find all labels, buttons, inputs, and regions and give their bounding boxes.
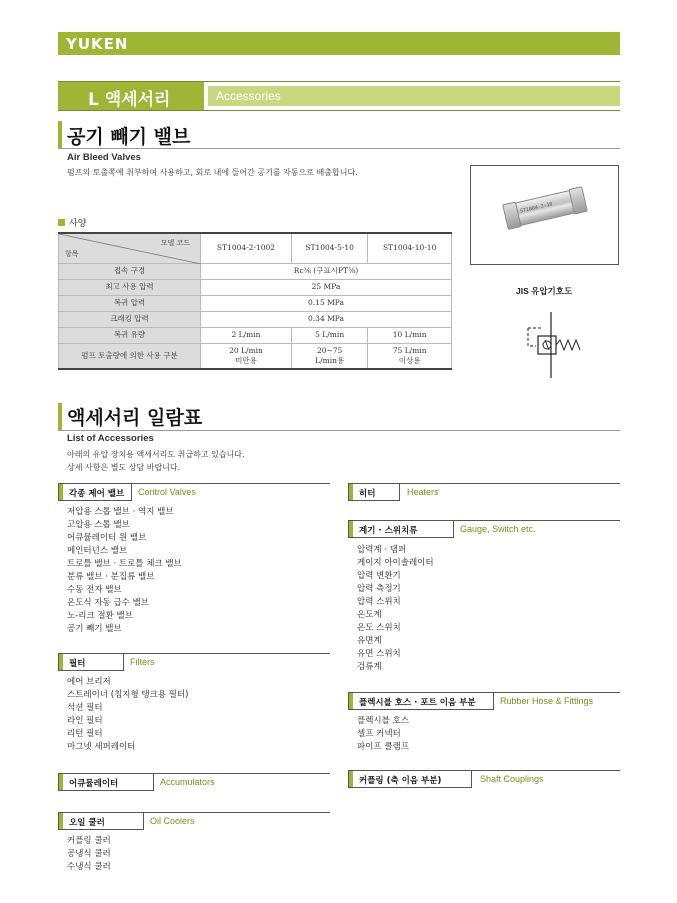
- jis-label: JIS 유압기호도: [516, 286, 573, 296]
- valve-hex-left: [502, 201, 521, 229]
- valve-marking: ST1004-2-10: [519, 201, 554, 215]
- gauge-switch-list: [357, 544, 434, 674]
- product-photo: [470, 165, 619, 265]
- spec-row: 최고 사용 압력 25 MPa: [59, 279, 452, 295]
- filters-list: [67, 676, 188, 754]
- list-item: 어큐뮬레이터 원 밸브: [67, 533, 147, 543]
- heading-underline: [58, 148, 620, 149]
- control-valves-list: [67, 506, 182, 636]
- spec-table: [58, 232, 452, 370]
- category-shaft-couplings: 커플링 (축 이음 부분) Shaft Couplings: [348, 770, 620, 788]
- spec-corner: 모델 코드 항목: [59, 233, 201, 263]
- list-item: 에어 브리저: [67, 677, 111, 687]
- list-item: 압력 스위치: [357, 597, 401, 607]
- rubber-hose-list: [357, 715, 409, 754]
- category-oil-coolers: 오일 쿨러 Oil Coolers: [58, 812, 330, 830]
- list-item: 공기 빼기 밸브: [67, 624, 122, 634]
- list-item: 분류 밸브 · 분집류 밸브: [67, 572, 155, 582]
- list-item: 온도식 자동 급수 밸브: [67, 598, 150, 608]
- list-item: 유면계: [357, 636, 382, 646]
- valve-hex-right: [568, 186, 587, 214]
- list-item: 메인터넌스 밸브: [67, 546, 128, 556]
- list-item: 라인 필터: [67, 716, 103, 726]
- jis-symbol-icon: [520, 310, 590, 380]
- list-item: 공냉식 쿨러: [67, 849, 111, 859]
- list-item: 셀프 커넥터: [357, 729, 401, 739]
- heading-underline: [58, 430, 620, 431]
- list-item: 압력계 · 댐퍼: [357, 545, 407, 555]
- valve-title: 공기 빼기 밸브: [67, 126, 191, 148]
- list-item: 온도계: [357, 610, 382, 620]
- category-heaters: 히터 Heaters: [348, 483, 620, 501]
- heading-accent: [58, 121, 62, 149]
- spec-row: 접속 구경 Rc⅜ (구표시PT⅜): [59, 263, 452, 279]
- heading-accent: [58, 403, 62, 431]
- model-header: ST1004-5-10: [291, 233, 367, 263]
- list-item: 리턴 필터: [67, 729, 103, 739]
- list-item: 저압용 스톱 밸브 · 역지 밸브: [67, 507, 174, 517]
- accessories-title-eng: List of Accessories: [67, 433, 154, 444]
- list-item: 고압용 스톱 밸브: [67, 520, 130, 530]
- list-item: 게이지 아이솔레이터: [357, 558, 434, 568]
- valve-description: 펌프의 토출쪽에 취부하여 사용하고, 회로 내에 들어간 공기를 자동으로 배출합니다.: [67, 168, 358, 177]
- category-accumulators: 어큐뮬레이터 Accumulators: [58, 773, 330, 791]
- yuken-logo: YUKEN: [66, 35, 129, 53]
- category-control-valves: 각종 제어 밸브 Control Valves: [58, 483, 330, 501]
- list-item: 유면 스위치: [357, 649, 401, 659]
- oil-coolers-list: [67, 835, 111, 874]
- accessories-description: 아래의 유압 장치용 액세서리도 취급하고 있습니다.: [67, 450, 245, 459]
- section-subtitle: Accessories: [208, 86, 620, 106]
- category-filters: 필터 Filters: [58, 653, 330, 671]
- list-item: 수냉식 쿨러: [67, 862, 111, 872]
- accessories-title: 액세서리 일람표: [67, 407, 203, 429]
- list-item: 검류계: [357, 662, 382, 672]
- brand-bar: [58, 32, 620, 55]
- accessories-description: 상세 사항은 별도 상담 바랍니다.: [67, 463, 181, 472]
- model-header: ST1004-2-1002: [201, 233, 292, 263]
- list-item: 수동 전자 밸브: [67, 585, 122, 595]
- category-gauge-switch: 계기 · 스위치류 Gauge, Switch etc.: [348, 520, 620, 538]
- category-rubber-hose: 플렉시블 호스 · 포트 이음 부분 Rubber Hose & Fittings: [348, 692, 620, 710]
- valve-image: [507, 188, 583, 228]
- list-item: 압력 측정기: [357, 584, 401, 594]
- spec-row: 크래킹 압력 0.34 MPa: [59, 311, 452, 327]
- list-item: 노-리크 절환 밸브: [67, 611, 133, 621]
- spec-row: 복귀 유량 2 L/min 5 L/min 10 L/min: [59, 327, 452, 343]
- spec-label: 사양: [58, 216, 86, 229]
- valve-title-eng: Air Bleed Valves: [67, 152, 141, 163]
- spec-row: 펌프 토출량에 의한 사용 구분 20 L/min 미만용 20~75 L/min용 75 L/min 이상용: [59, 343, 452, 369]
- section-title: L 액세서리: [58, 82, 204, 110]
- list-item: 커플링 쿨러: [67, 836, 111, 846]
- list-item: 석션 필터: [67, 703, 103, 713]
- list-item: 플렉시블 호스: [357, 716, 409, 726]
- model-header: ST1004-10-10: [368, 233, 452, 263]
- list-item: 압력 변환기: [357, 571, 401, 581]
- list-item: 스트레이너 (침지형 탱크용 필터): [67, 690, 189, 700]
- spec-row: 복귀 압력 0.15 MPa: [59, 295, 452, 311]
- list-item: 온도 스위치: [357, 623, 401, 633]
- list-item: 파이프 클램프: [357, 742, 409, 752]
- list-item: 마그넷 세퍼레이터: [67, 742, 136, 752]
- section-header: [58, 81, 620, 111]
- list-item: 트로틀 밸브 · 트로틀 체크 밸브: [67, 559, 182, 569]
